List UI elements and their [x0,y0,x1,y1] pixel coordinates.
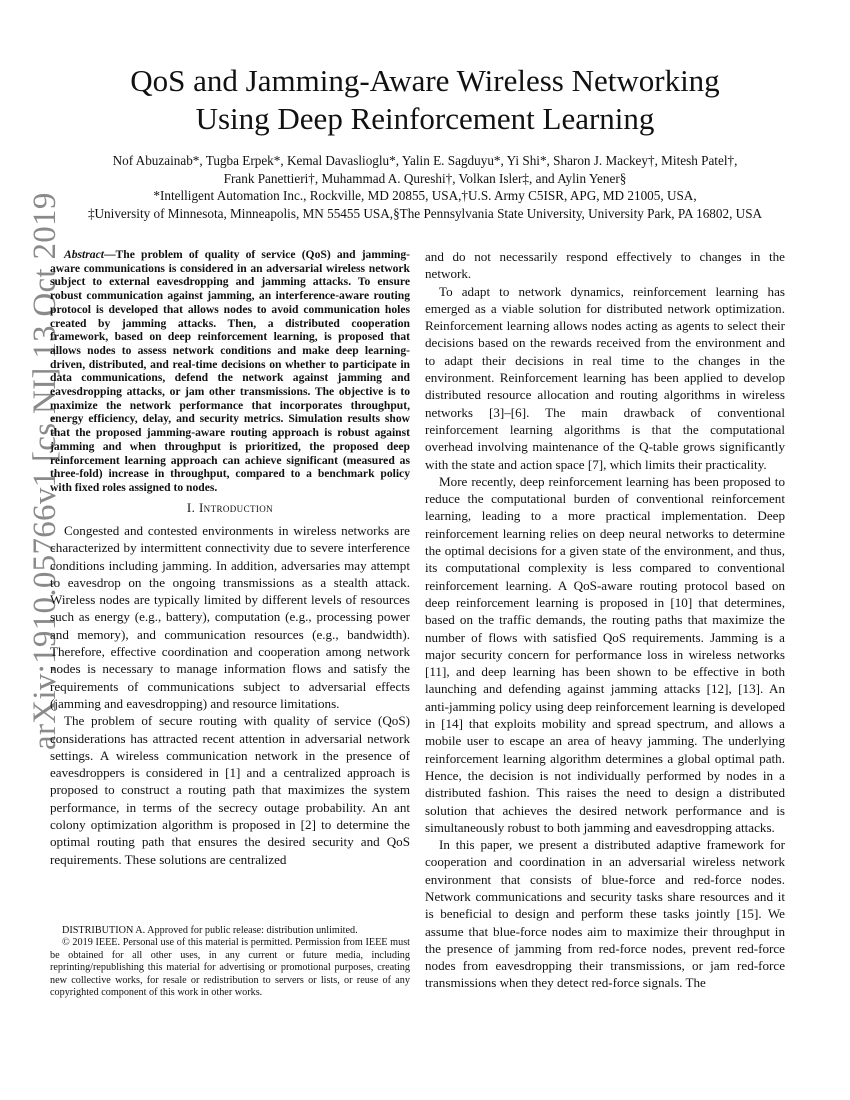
arxiv-stamp: arXiv:1910.05766v1 [cs.NI] 13 Oct 2019 [27,192,63,750]
body-paragraph: In this paper, we present a distributed adaptive framework for cooperation and coordination in an adversarial wireless network environment that consists of blue-force and red-force nodes. Network communications and security tasks share resources and it is beneficial to design and perform these tasks jointly [15]. We assume that blue-force nodes aim to maximize their throughput in the presence of jamming from red-force nodes, prevent red-force nodes from eavesdropping their transmissions, or jam red-force transmissions when they detect red-force signals. The [425,837,785,991]
right-column [425,248,785,992]
author-list [40,152,810,187]
footnote-distribution: DISTRIBUTION A. Approved for public release: distribution unlimited. [62,925,358,936]
affiliations [30,187,820,222]
affiliation-line-1: *Intelligent Automation Inc., Rockville, MD 20855, USA,†U.S. Army C5ISR, APG, MD 21005, USA, [153,188,697,203]
intro-paragraph: The problem of secure routing with quality of service (QoS) considerations has attracted recent attention in adversarial network settings. A wireless communication network in the presence of eavesdroppers is considered in [1] and a centralized approach is proposed to construct a routing path that maximizes the system performance, in terms of the secrecy outage probability. An ant colony optimization algorithm is proposed in [2] to determine the optimal routing path that ensures the desired security and QoS requirements. These solutions are centralized [50,713,410,867]
abstract [50,248,410,495]
abstract-text: —The problem of quality of service (QoS) and jamming-aware communications is considered in an adversarial wireless network subject to external eavesdropping and jamming attacks. To ensure robust communication against jamming, an interference-aware routing protocol is developed that allows nodes to avoid communication holes created by jamming attacks. Then, a distributed cooperation framework, based on deep reinforcement learning, is proposed that allows nodes to assess network conditions and make deep learning-driven, distributed, and real-time decisions on whether to participate in data communications, defend the network against jamming and eavesdropping attacks, or jam other transmissions. The objective is to maximize the network performance that incorporates throughput, energy efficiency, delay, and security metrics. Simulation results show that the proposed jamming-aware routing approach is robust against jamming and when throughput is prioritized, the proposed deep reinforcement learning approach can achieve significant (measured as three-fold) increase in throughput, compared to a benchmark policy with fixed roles assigned to nodes. [50,248,410,494]
continued-paragraph: and do not necessarily respond effectively to changes in the network. [425,249,785,282]
section-heading-introduction: I. Introduction [186,499,274,515]
affiliation-line-2: ‡University of Minnesota, Minneapolis, MN 55455 USA,§The Pennsylvania State University, University Park, PA 16802, USA [87,205,763,221]
authors-line-1: Nof Abuzainab*, Tugba Erpek*, Kemal Davaslioglu*, Yalin E. Sagduyu*, Yi Shi*, Sharon J. Mackey†, Mitesh Patel†, [112,153,738,168]
body-paragraph: More recently, deep reinforcement learning has been proposed to reduce the computational burden of conventional reinforcement learning, leading to a more practical implementation. Deep reinforcement learning relies on deep neural networks to determine the optimal decisions for a given state of the environment, and thus, its computational complexity is less compared to conventional reinforcement learning. A QoS-aware routing protocol based on deep reinforcement learning is proposed in [10] that determines, based on the traffic demands, the routing paths that maximize the number of flows with satisfied QoS requirements. Jamming is a major security concern for performance loss in wireless networks [11], and deep learning has been shown to be effective in both launching and defending against jamming attacks [12], [13]. An anti-jamming policy using deep reinforcement learning is developed in [14] that exploits mobility and spread spectrum, and allows a mobile user to escape an area of heavy jamming. The underlying reinforcement learning algorithm determines a global optimal path. Hence, the decision is not individually performed by nodes in a distributed fashion. This raises the need to design a distributed solution that achieves the desired network performance and is simultaneously robust to both jamming and eavesdropping attacks. [425,473,785,835]
title-line-2: Using Deep Reinforcement Learning [195,101,655,136]
authors-line-2: Frank Panettieri†, Muhammad A. Qureshi†, Volkan Isler‡, and Aylin Yener§ [223,170,627,186]
paper-title [60,62,790,138]
intro-paragraph: Congested and contested environments in wireless networks are characterized by intermittent connectivity due to severe interference conditions including jamming. In addition, adversaries may attempt to eavesdrop on the ongoing transmissions as a stealth attack. Wireless nodes are typically limited by different levels of resources such as energy (e.g., battery), computation (e.g., processing power and memory), and communication resources (e.g., bandwidth). Therefore, effective coordination and cooperation among network nodes is necessary to manage information flows and satisfy the requirements of communications subject to adversarial effects (jamming and eavesdropping) and resource limitations. [50,522,410,711]
footnote-copyright: © 2019 IEEE. Personal use of this material is permitted. Permission from IEEE must be obtained for all other uses, in any current or future media, including reprinting/republishing this material for advertising or promotional purposes, creating new collective works, for resale or redistribution to servers or lists, or reuse of any copyrighted component of this work in other works. [50,937,410,999]
title-line-1: QoS and Jamming-Aware Wireless Networking [130,63,720,98]
abstract-label: Abstract [64,248,104,261]
left-column [50,248,410,868]
body-paragraph: To adapt to network dynamics, reinforcement learning has emerged as a viable solution for distributed network optimization. Reinforcement learning allows nodes acting as agents to select their decisions based on the rewards received from the environment and to adapt their decisions in real time to the changes in the environment. Reinforcement learning has been applied to develop distributed resource allocation and routing algorithms in wireless networks [3]–[6]. The main drawback of conventional reinforcement learning algorithms is that the computational overhead involving maintenance of the Q-table grows significantly with the state and action space [7], which limits their practicality. [425,283,785,472]
footnote [50,925,410,999]
